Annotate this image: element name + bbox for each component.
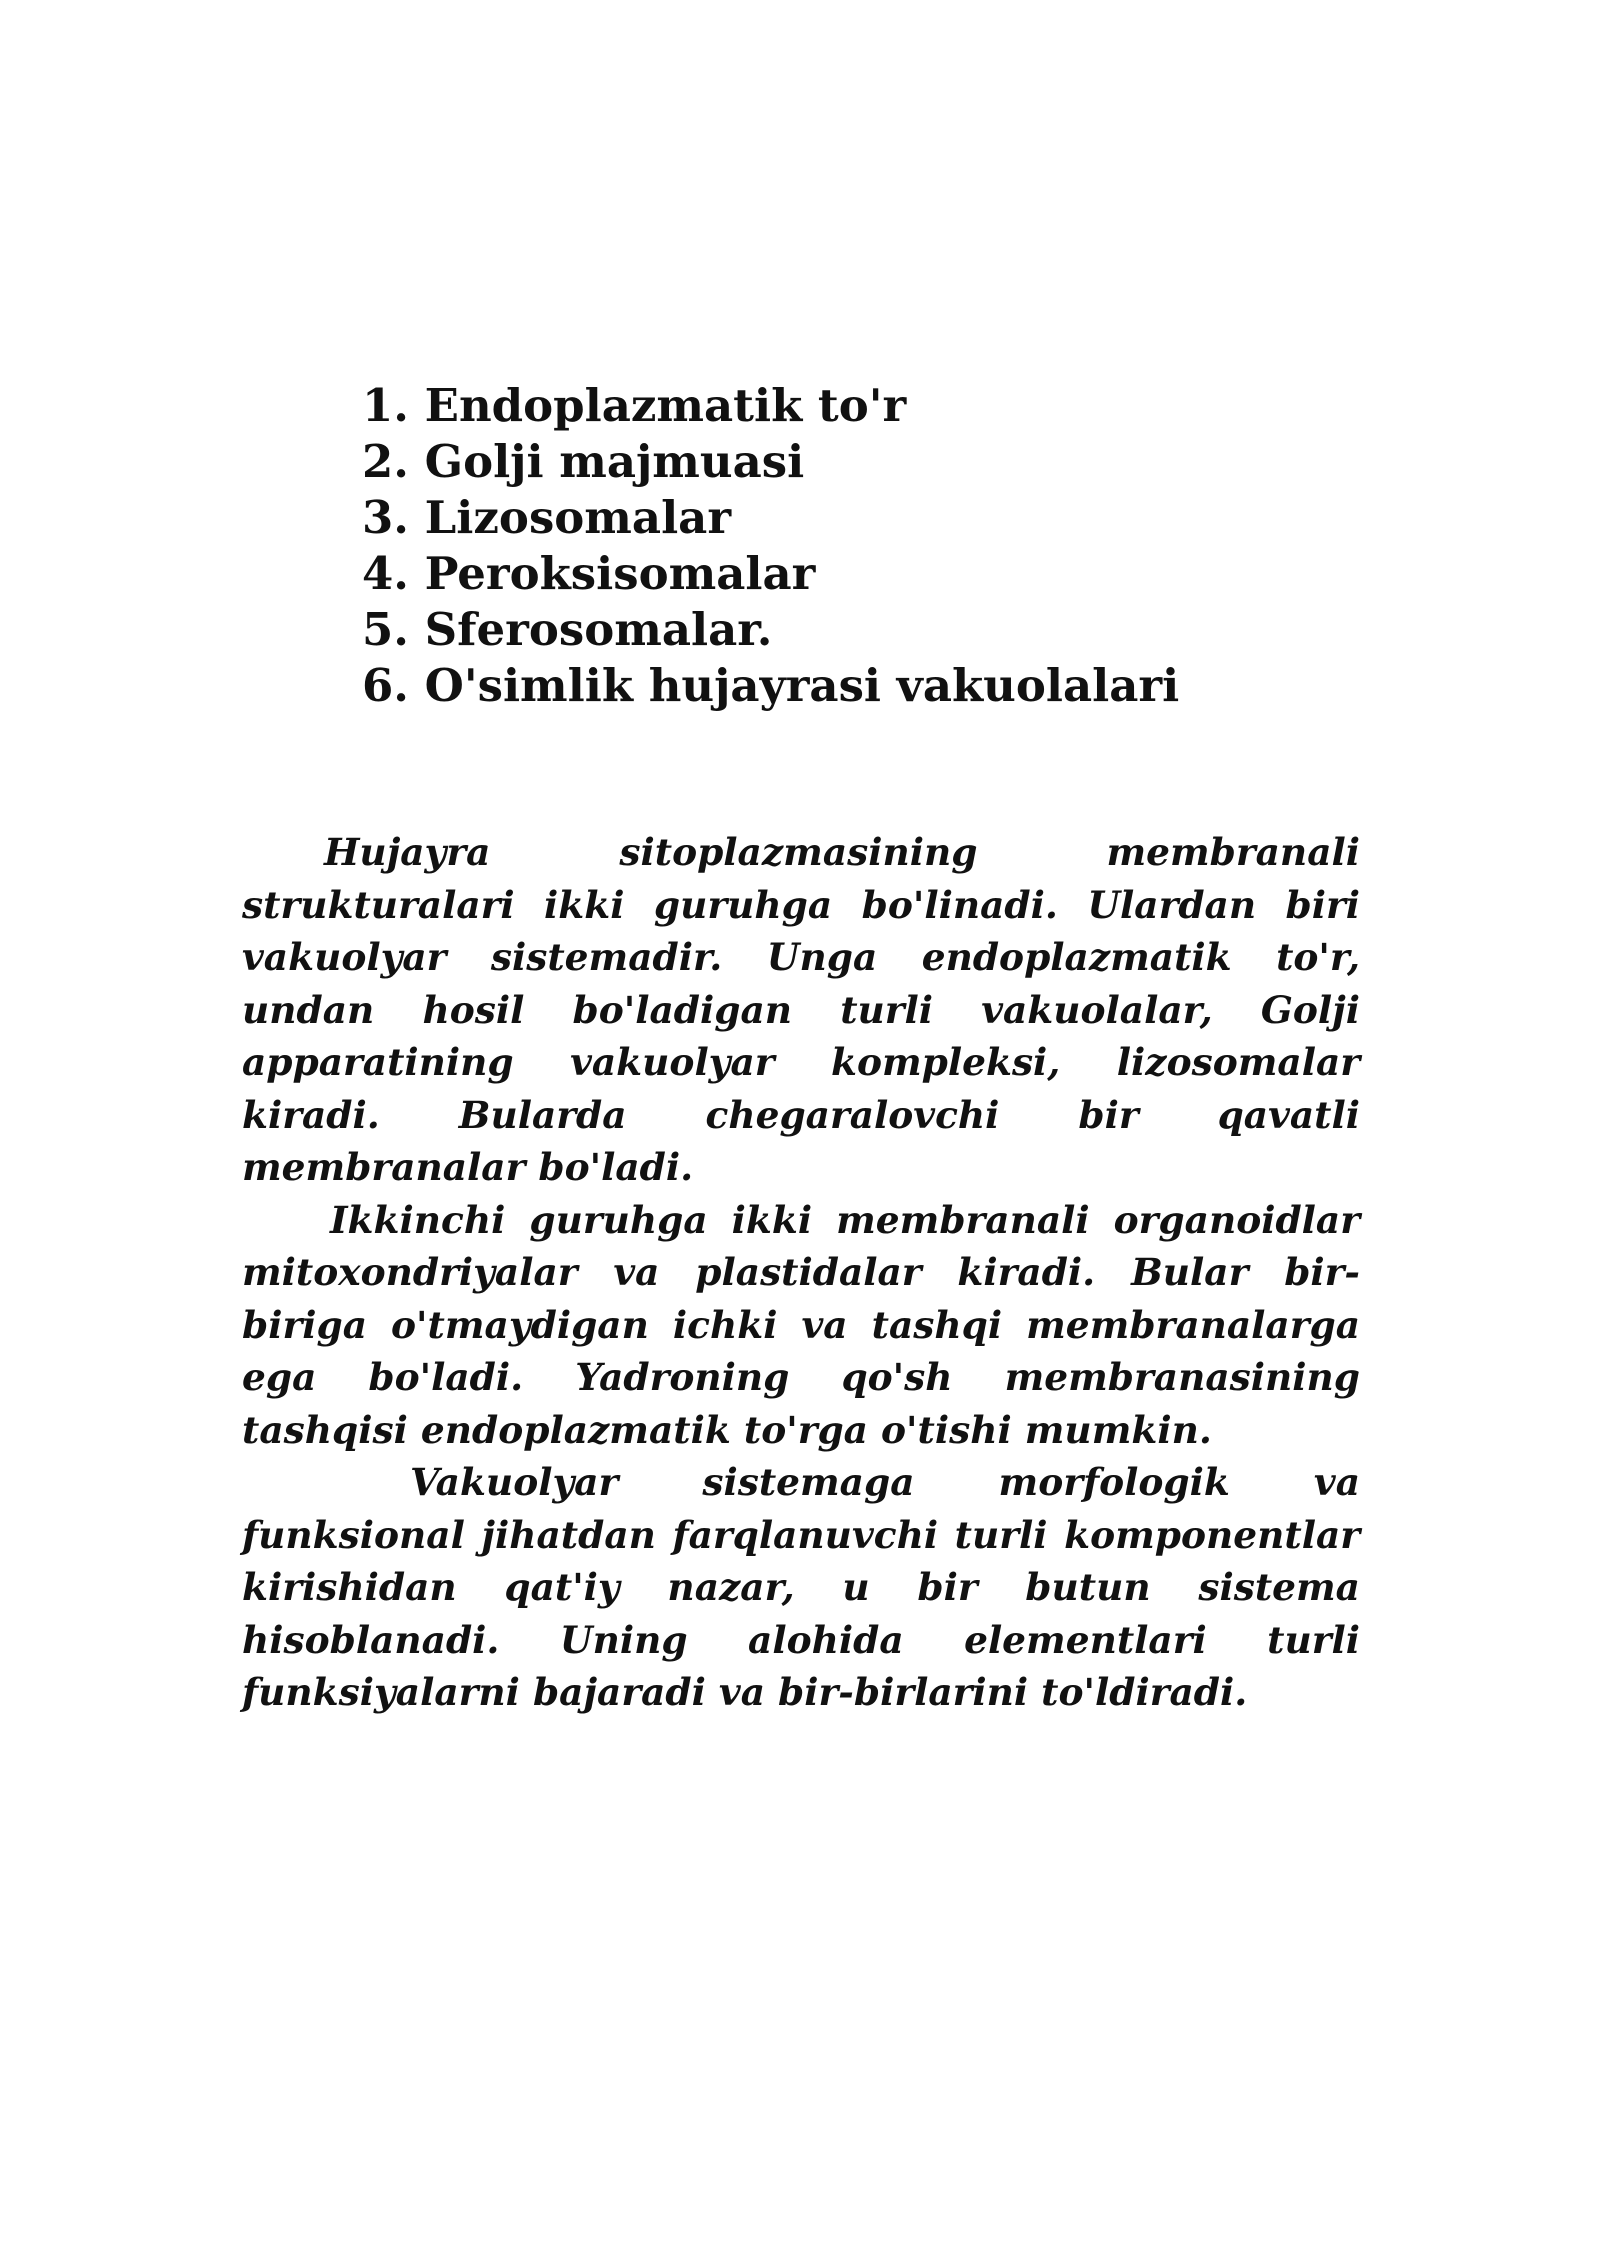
paragraph-second-group: Ikkinchi guruhga ikki membranali organoidlar mitoxondriyalar va plastidalar kiradi. Bular bir-biriga o'tmaydigan ichki va tashqi membranalarga ega bo'ladi. Yadroning qo'sh membranasining tashqisi endoplazmatik to'rga o'tishi mumkin. [242, 1197, 1360, 1452]
organelle-list [362, 378, 1179, 714]
list-item: 3. Lizosomalar [362, 491, 732, 544]
list-item: 5. Sferosomalar. [362, 603, 773, 656]
paragraph-membrane-groups: Hujayra sitoplazmasining membranali strukturalari ikki guruhga bo'linadi. Ulardan biri vakuolyar sistemadir. Unga endoplazmatik to'r, undan hosil bo'ladigan turli vakuolalar, Golji apparatining vakuolyar kompleksi, lizosomalar kiradi. Bularda chegaralovchi bir qavatli membranalar bo'ladi. [242, 830, 1360, 1189]
list-item: 6. O'simlik hujayrasi vakuolalari [362, 659, 1180, 712]
list-item: 4. Peroksisomalar [362, 547, 816, 600]
list-item: 1. Endoplazmatik to'r [362, 379, 907, 432]
body-text [242, 826, 1360, 1719]
paragraph-vacuolar-system: Vakuolyar sistemaga morfologik va funksional jihatdan farqlanuvchi turli komponentlar kirishidan qat'iy nazar, u bir butun sistema hisoblanadi. Uning alohida elementlari turli funksiyalarni bajaradi va bir-birlarini to'ldiradi. [242, 1460, 1360, 1714]
list-item: 2. Golji majmuasi [362, 435, 805, 488]
